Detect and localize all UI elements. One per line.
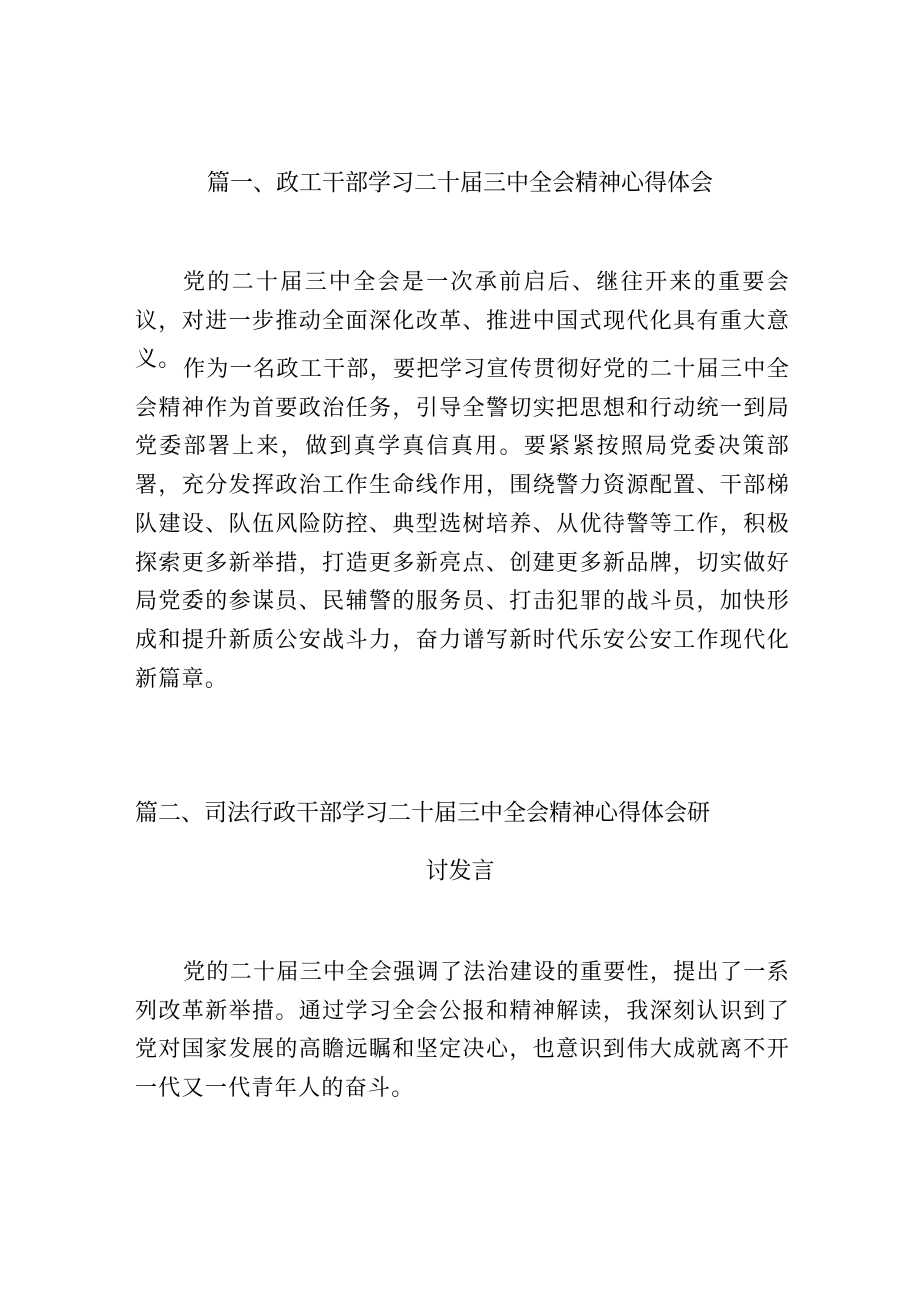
- section1-paragraph-2: 作为一名政工干部，要把学习宣传贯彻好党的二十届三中全会精神作为首要政治任务，引导全警切实把思想和行动统一到局党委部署上来，做到真学真信真用。要紧紧按照局党委决策部署，充分发挥政治工作生命线作用，围绕警力资源配置、干部梯队建设、队伍风险防控、典型选树培养、从优待警等工作，积极探索更多新举措，打造更多新亮点、创建更多新品牌，切实做好局党委的参谋员、民辅警的服务员、打击犯罪的战斗员，加快形成和提升新质公安战斗力，奋力谱写新时代乐安公安工作现代化新篇章。: [135, 357, 790, 692]
- section2-title-line2: 讨发言: [425, 858, 495, 884]
- section2-paragraph-1: 党的二十届三中全会强调了法治建设的重要性，提出了一系列改革新举措。通过学习全会公报和精神解读，我深刻认识到了党对国家发展的高瞻远瞩和坚定决心，也意识到伟大成就离不开一代又一代青年人的奋斗。: [135, 960, 790, 1102]
- section1-paragraph-1: 党的二十届三中全会是一次承前启后、继往开来的重要会议，对进一步推动全面深化改革、推进中国式现代化具有重大意义。: [135, 270, 790, 373]
- section2-title-line1: 篇二、司法行政干部学习二十届三中全会精神心得体会研: [135, 800, 710, 826]
- section1-title: 篇一、政工干部学习二十届三中全会精神心得体会: [207, 170, 713, 196]
